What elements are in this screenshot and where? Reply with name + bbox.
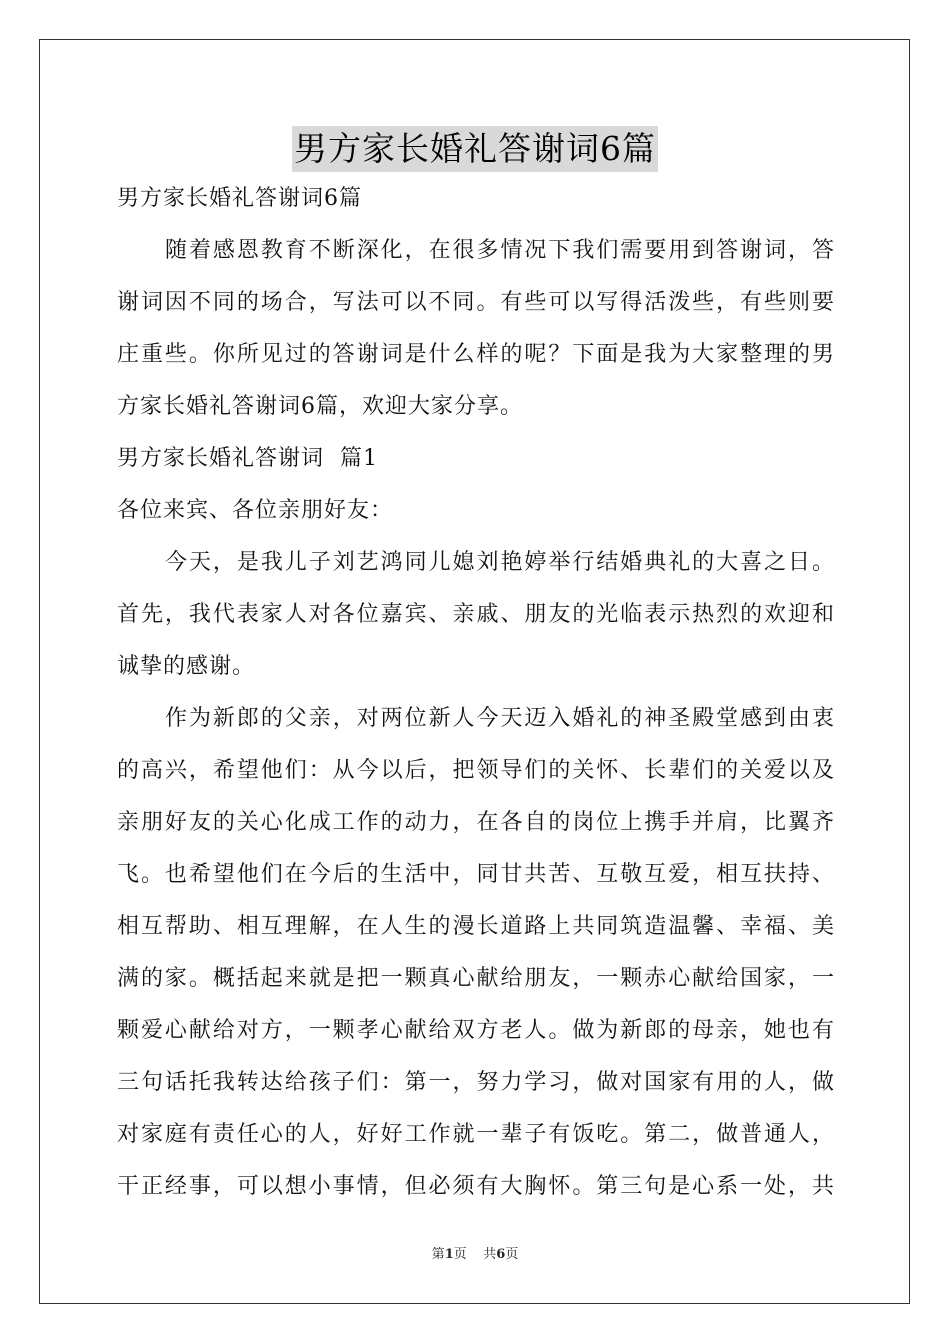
document-title: 男方家长婚礼答谢词6篇: [292, 126, 658, 172]
paragraph-line: 亲朋好友的关心化成工作的动力，在各自的岗位上携手并肩，比翼齐: [117, 810, 835, 835]
paragraph-line: 满的家。概括起来就是把一颗真心献给朋友，一颗赤心献给国家，一: [117, 966, 835, 991]
page-total: 6: [496, 1247, 506, 1262]
paragraph-line: 颗爱心献给对方，一颗孝心献给双方老人。做为新郎的母亲，她也有: [117, 1018, 835, 1043]
paragraph-line: 三句话托我转达给孩子们：第一，努力学习，做对国家有用的人，做: [117, 1070, 835, 1095]
paragraph-line: 作为新郎的父亲，对两位新人今天迈入婚礼的神圣殿堂感到由衷: [165, 706, 835, 731]
page-suffix: 页: [505, 1247, 519, 1262]
page-current: 1: [444, 1247, 454, 1262]
paragraph-line: 随着感恩教育不断深化，在很多情况下我们需要用到答谢词，答: [165, 238, 835, 263]
paragraph-line: 谢词因不同的场合，写法可以不同。有些可以写得活泼些，有些则要: [117, 290, 835, 315]
subtitle-line: 男方家长婚礼答谢词6篇: [117, 186, 362, 211]
paragraph-line: 的高兴，希望他们：从今以后，把领导们的关怀、长辈们的关爱以及: [117, 758, 835, 783]
paragraph-line: 庄重些。你所见过的答谢词是什么样的呢？下面是我为大家整理的男: [117, 342, 835, 367]
document-body: [117, 180, 835, 1220]
page-footer: [0, 1243, 950, 1262]
paragraph-line: 相互帮助、相互理解，在人生的漫长道路上共同筑造温馨、幸福、美: [117, 914, 835, 939]
salutation-line: 各位来宾、各位亲朋好友：: [117, 498, 394, 523]
page-prefix: 第: [431, 1247, 445, 1262]
paragraph-line: 对家庭有责任心的人，好好工作就一辈子有饭吃。第二，做普通人，: [117, 1122, 835, 1147]
paragraph-line: 首先，我代表家人对各位嘉宾、亲戚、朋友的光临表示热烈的欢迎和: [117, 602, 835, 627]
page-mid: 页 共: [453, 1247, 497, 1262]
paragraph-line: 方家长婚礼答谢词6篇，欢迎大家分享。: [117, 394, 523, 419]
paragraph-line: 飞。也希望他们在今后的生活中，同甘共苦、互敬互爱，相互扶持、: [117, 862, 835, 887]
section-heading: 男方家长婚礼答谢词 篇1: [117, 446, 378, 471]
paragraph-line: 干正经事，可以想小事情，但必须有大胸怀。第三句是心系一处，共: [117, 1174, 835, 1199]
paragraph-line: 诚挚的感谢。: [117, 654, 256, 679]
title-container: [0, 126, 950, 172]
paragraph-line: 今天，是我儿子刘艺鸿同儿媳刘艳婷举行结婚典礼的大喜之日。: [165, 550, 835, 575]
